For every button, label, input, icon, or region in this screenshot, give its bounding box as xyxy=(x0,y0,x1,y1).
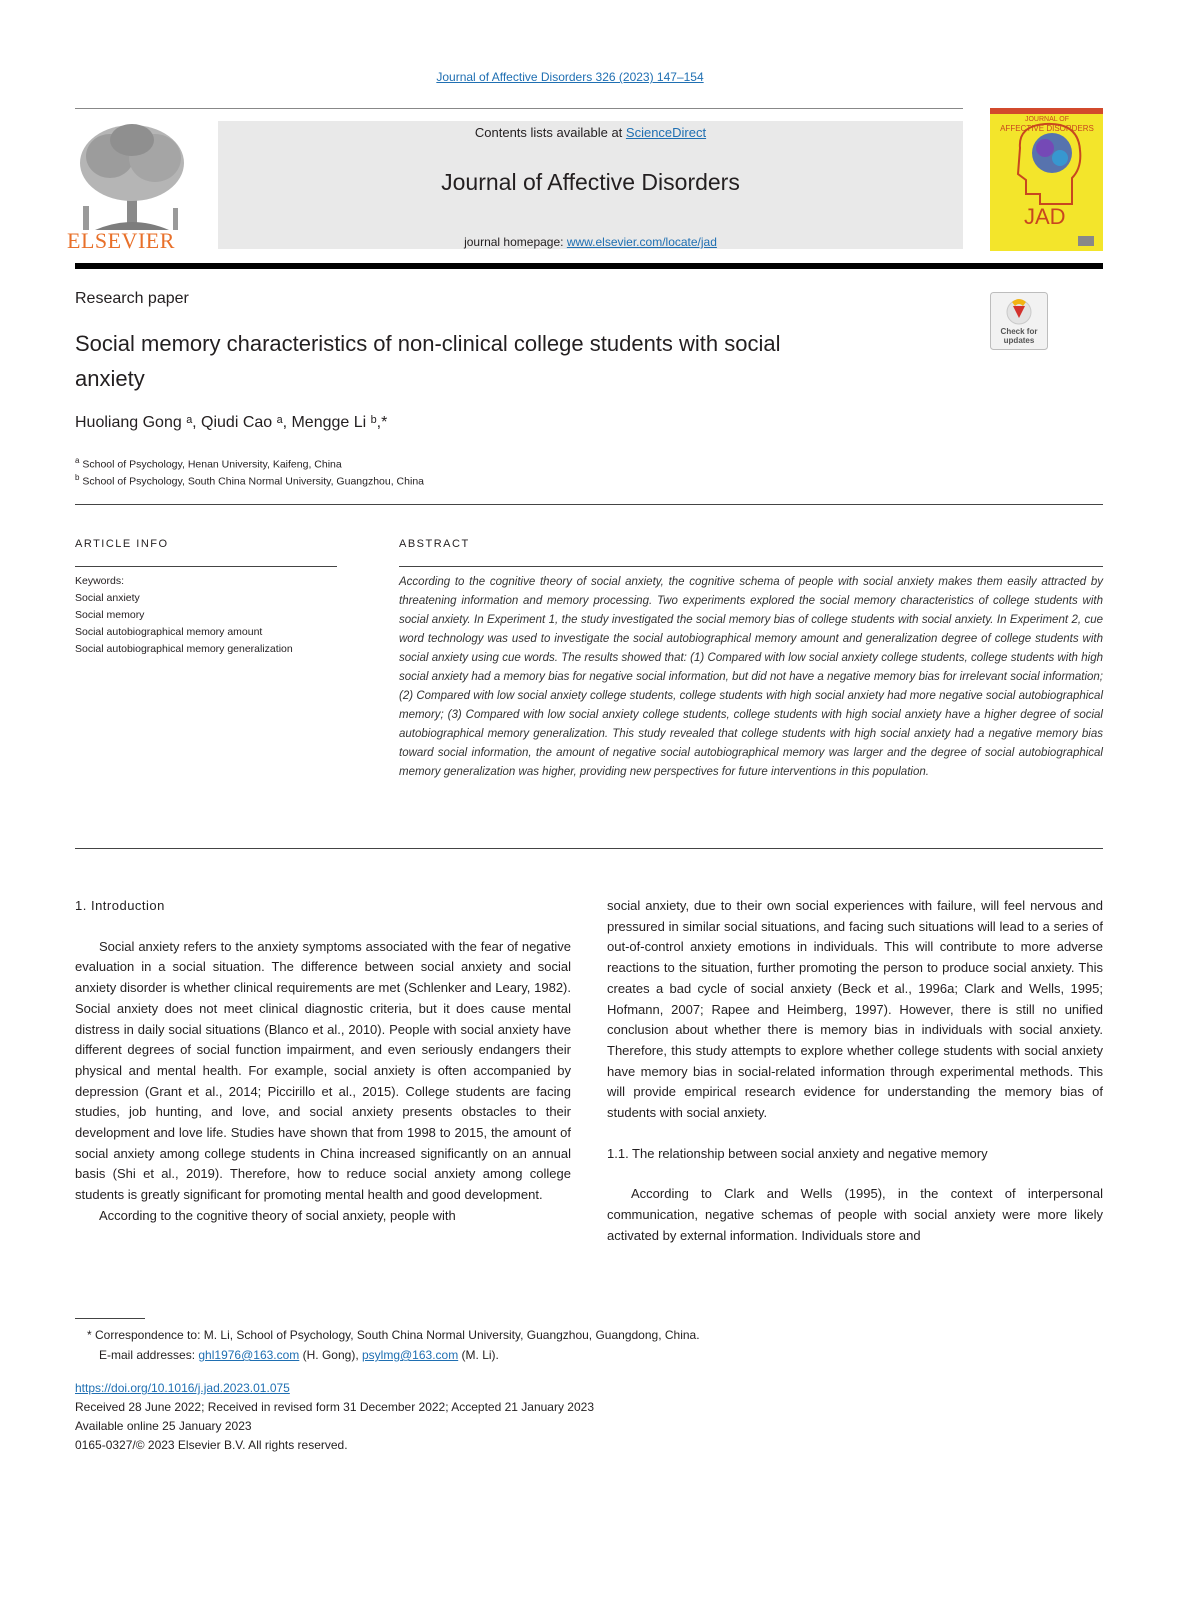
abstract-heading: ABSTRACT xyxy=(399,538,470,550)
section-heading-1-1: 1.1. The relationship between social anxiety and negative memory xyxy=(607,1145,988,1161)
header-top-rule xyxy=(75,108,963,109)
body-paragraph: Social anxiety refers to the anxiety symptoms associated with the fear of negative evaluation in a social situation. The difference between social anxiety and social anxiety disorder is whether clinical requirements are met (Schlenker and Leary, 1982). Social anxiety does not meet clinical diagnostic criteria, but it does cause mental distress in daily social situations (Blanco et al., 2010). People with social anxiety have different degrees of social function impairment, and even seriously endangers their physical and mental health. For example, social anxiety is often accompanied by depression (Grant et al., 2014; Piccirillo et al., 2015). College students are facing studies, job hunting, and love, and social anxiety presents obstacles to their development and love life. Studies have shown that from 1998 to 2015, the amount of social anxiety among college students in China increased significantly on an annual basis (Shi et al., 2019). Therefore, how to reduce social anxiety among college students is greatly significant for promoting mental health and good development. xyxy=(75,938,571,1203)
paper-title: Social memory characteristics of non-clinical college students with social anxiety xyxy=(75,331,781,391)
keyword-item: Social autobiographical memory generalization xyxy=(75,643,293,655)
body-paragraph: social anxiety, due to their own social experiences with failure, will feel nervous and pressured in similar social situations, and facing such situations will lead to a series of out-of-control anxiety emotions in individuals. This will contribute to more adverse reactions to the situation, further promoting the person to produce social anxiety. This creates a bad cycle of social anxiety (Beck et al., 1996a; Clark and Wells, 1995; Hofmann, 2007; Rapee and Heimberg, 1997). However, there is still no unified conclusion about whether there is memory bias in individuals with social anxiety. Therefore, this study attempts to explore whether college students with social anxiety have memory bias in social-related information through experimental methods. This will provide empirical research evidence for understanding the memory bias of students with social anxiety. xyxy=(607,898,1103,1121)
email-note: E-mail addresses: ghl1976@163.com (H. Gong), psylmg@163.com (M. Li). xyxy=(99,1348,499,1362)
abstract-text: According to the cognitive theory of social anxiety, the cognitive schema of people with social anxiety makes them easily attracted by threatening information and memory processing. Two experiments explored the social memory characteristics of college students with social anxiety. In Experiment 1, the study investigated the social memory bias of college students with social anxiety. In Experiment 2, cue word technology was used to investigate the social autobiographical memory amount and generalization degree of college students with social anxiety using cue words. The results showed that: (1) Compared with low social anxiety college students, college students with high social anxiety had a memory bias for negative social information, but did not have a negative memory bias for irrelevant social information; (2) Compared with low social anxiety college students, college students with high social anxiety had more negative social autobiographical memory; (3) Compared with low social anxiety college students, college students with high social anxiety have a higher degree of social autobiographical memory generalization. This study revealed that college students with high social anxiety had a negative memory bias toward social information, the amount of negative social autobiographical memory was larger and the degree of social autobiographical memory generalization was higher, providing new perspectives for future interventions in this population. xyxy=(399,576,1103,778)
keywords-label: Keywords: xyxy=(75,575,125,587)
keyword-item: Social anxiety xyxy=(75,592,140,604)
sciencedirect-link[interactable]: ScienceDirect xyxy=(625,125,707,140)
abstract-rule xyxy=(399,566,1103,567)
divider-rule xyxy=(75,848,1103,849)
article-type-label: Research paper xyxy=(75,290,189,307)
journal-reference[interactable] xyxy=(0,70,1140,84)
author-list: Huoliang Gong ᵃ, Qiudi Cao ᵃ, Mengge Li ᵇ,* xyxy=(75,414,388,431)
contents-available: Contents lists available at ScienceDirect xyxy=(474,125,707,140)
cover-abbrev: JAD xyxy=(1024,204,1066,229)
affiliation-mark: a xyxy=(75,456,80,465)
copyright: 0165-0327/© 2023 Elsevier B.V. All rights reserved. xyxy=(75,1438,348,1452)
journal-homepage: journal homepage: www.elsevier.com/locate/jad xyxy=(464,235,717,249)
journal-cover xyxy=(990,108,1103,251)
elsevier-wordmark: ELSEVIER xyxy=(67,228,175,253)
article-info-rule xyxy=(75,566,337,567)
divider-rule xyxy=(75,504,1103,505)
crossmark-label-1: Check for xyxy=(1000,327,1038,336)
affiliation-a xyxy=(75,456,342,471)
journal-reference-link[interactable]: Journal of Affective Disorders 326 (2023) 147–154 xyxy=(436,70,704,84)
keyword-item: Social memory xyxy=(75,609,145,621)
body-paragraph: According to Clark and Wells (1995), in the context of interpersonal communication, negative schemas of people with social anxiety were more likely activated by external information. Individuals store and xyxy=(607,1186,1103,1243)
email-link-gong[interactable]: ghl1976@163.com xyxy=(198,1348,300,1362)
body-column-left xyxy=(75,896,571,1227)
email-link-li[interactable]: psylmg@163.com xyxy=(361,1348,459,1362)
body-column-right xyxy=(607,896,1103,1247)
journal-homepage-link[interactable]: www.elsevier.com/locate/jad xyxy=(566,235,717,249)
journal-title: Journal of Affective Disorders xyxy=(441,169,740,195)
section-heading-introduction: 1. Introduction xyxy=(75,898,165,913)
keywords-block xyxy=(75,573,293,658)
publication-info xyxy=(75,1379,594,1455)
cover-title-line2: AFFECTIVE DISORDERS xyxy=(1000,124,1094,133)
body-paragraph: According to the cognitive theory of social anxiety, people with xyxy=(99,1207,456,1223)
correspondence-note: * Correspondence to: M. Li, School of Psychology, South China Normal University, Guangzhou, Guangdong, China. xyxy=(87,1328,700,1342)
footnote-rule xyxy=(75,1318,145,1319)
article-info-heading: ARTICLE INFO xyxy=(75,538,169,550)
affiliation-b xyxy=(75,473,424,488)
header-thick-rule xyxy=(75,263,1103,269)
affiliation-mark: b xyxy=(75,473,80,482)
doi-link[interactable]: https://doi.org/10.1016/j.jad.2023.01.075 xyxy=(75,1381,290,1395)
affiliation-text: School of Psychology, Henan University, Kaifeng, China xyxy=(82,458,342,471)
crossmark-label-2: updates xyxy=(1003,336,1035,345)
cover-title-line1: JOURNAL OF xyxy=(1024,116,1070,123)
check-for-updates-button[interactable] xyxy=(990,292,1048,350)
received-dates: Received 28 June 2022; Received in revised form 31 December 2022; Accepted 21 January 2023 xyxy=(75,1400,594,1414)
affiliation-text: School of Psychology, South China Normal University, Guangzhou, China xyxy=(82,475,424,488)
available-online: Available online 25 January 2023 xyxy=(75,1419,252,1433)
elsevier-logo xyxy=(65,118,205,256)
keyword-item: Social autobiographical memory amount xyxy=(75,626,263,638)
footnotes xyxy=(87,1325,700,1365)
journal-banner xyxy=(218,121,963,249)
